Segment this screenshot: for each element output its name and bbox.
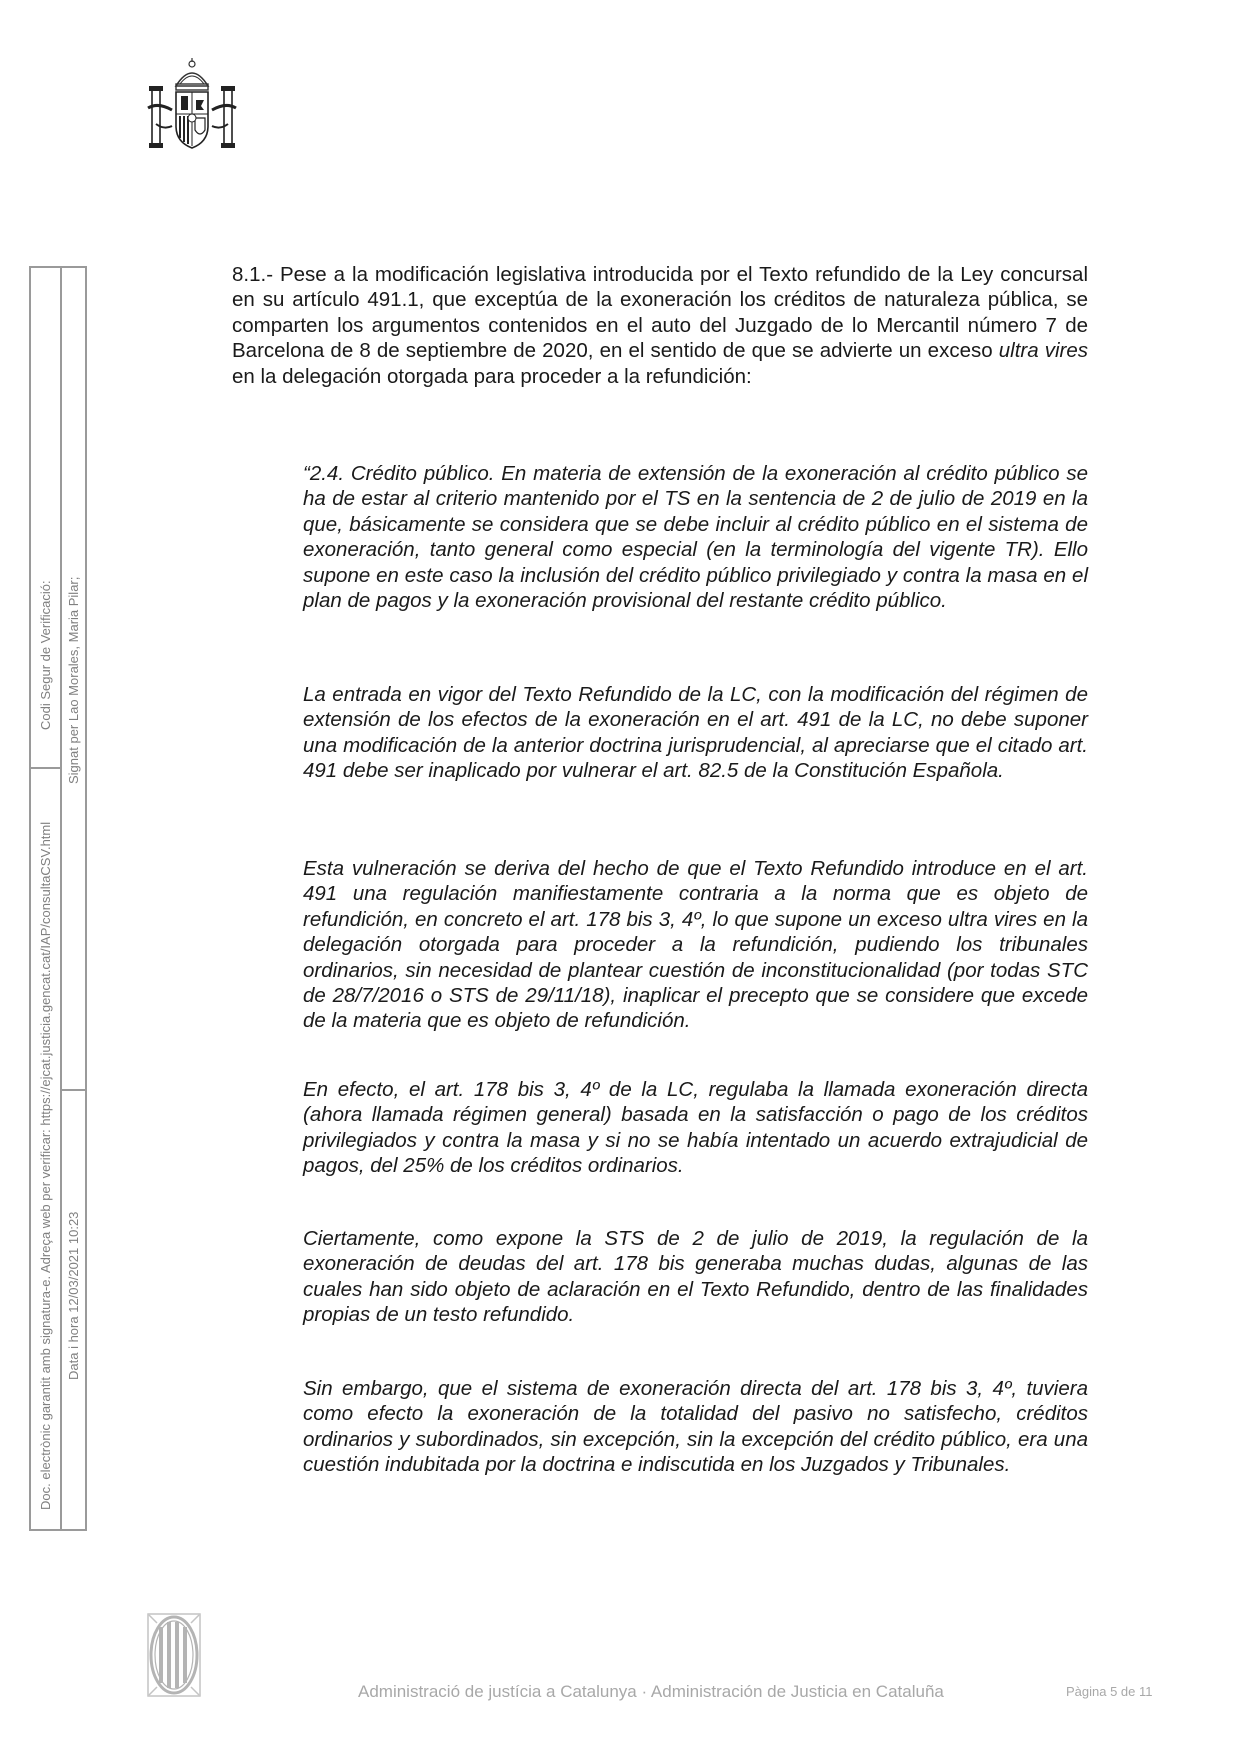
quote-paragraph (303, 682, 1088, 784)
stamp-date-time: Data i hora 12/03/2021 10:23 (66, 1211, 81, 1380)
stamp-csv-label: Codi Segur de Verificació: (38, 580, 53, 730)
quote-paragraph-6: Sin embargo, que el sistema de exoneración directa del art. 178 bis 3, 4º, tuviera como efecto la exoneración de la totalidad del pasivo no satisfecho, créditos ordinarios y subordinados, sin excepción, sin la excepción del crédito público, era una cuestión indubitada por la doctrina e indiscutida en los Juzgados y Tribunales. (303, 1377, 1088, 1477)
stamp-signed-by: Signat per Lao Morales, Maria Pilar; (66, 576, 81, 784)
quote-paragraph-5: Ciertamente, como expone la STS de 2 de julio de 2019, la regulación de la exoneración de deudas del art. 178 bis generaba muchas dudas, algunas de las cuales han sido objeto de aclaración en el Texto Refundido, dentro de las finalidades propias de un testo refundido. (303, 1227, 1088, 1327)
intro-text: 8.1.- Pese a la modificación legislativa introducida por el Texto refundido de la Ley concursal en su artículo 491.1, que exceptúa de la exoneración los créditos de naturaleza pública, se comparten los argumentos contenidos en el auto del Juzgado de lo Mercantil número 7 de Barcelona de 8 de septiembre de 2020, en el sentido de que se advierte un exceso (232, 263, 1088, 363)
quote-paragraph-3: Esta vulneración se deriva del hecho de que el Texto Refundido introduce en el art. 491 una regulación manifiestamente contraria a la norma que es objeto de refundición, en concreto el art. 178 bis 3, 4º, lo que supone un exceso ultra vires en la delegación otorgada para proceder a la refundición, pudiendo los tribunales ordinarios, sin necesidad de plantear cuestión de inconstitucionalidad (por todas STC de 28/7/2016 o STS de 29/11/18), inaplicar el precepto que se considere que excede de la materia que es objeto de refundición. (303, 857, 1088, 1033)
stamp-column-divider (60, 268, 62, 1529)
quote-paragraph (303, 1376, 1088, 1478)
intro-paragraph (232, 262, 1088, 389)
stamp-doc-verification-url: Doc. electrònic garantit amb signatura-e. Adreça web per verificar: https://ejcat.justicia.gencat.cat/IAP/consultaCSV.html (38, 821, 53, 1510)
quote-paragraph-2: La entrada en vigor del Texto Refundido de la LC, con la modificación del régimen de extensión de los efectos de la exoneración en el art. 491 de la LC, no debe suponer una modificación de la anterior doctrina jurisprudencial, al apreciarse que el citado art. 491 debe ser inaplicado por vulnerar el art. 82.5 de la Constitución Española. (303, 683, 1088, 783)
generalitat-emblem-logo (147, 1613, 201, 1697)
footer-institution: Administració de justícia a Catalunya · Administración de Justicia en Cataluña (358, 1682, 944, 1701)
quote-paragraph-4: En efecto, el art. 178 bis 3, 4º de la LC, regulaba la llamada exoneración directa (ahora llamada régimen general) basada en la satisfacción o pago de los créditos privilegiados y contra la masa y si no se había intentado un acuerdo extrajudicial de pagos, del 25% de los créditos ordinarios. (303, 1078, 1088, 1178)
quote-paragraph (303, 461, 1088, 613)
page-number: Pàgina 5 de 11 (1066, 1684, 1153, 1699)
coat-of-arms-logo (146, 56, 238, 154)
stamp-divider (62, 1089, 87, 1091)
quote-paragraph (303, 1226, 1088, 1328)
quote-paragraph (303, 856, 1088, 1034)
intro-text-end: en la delegación otorgada para proceder a la refundición: (232, 364, 752, 388)
intro-italic-term: ultra vires (998, 339, 1089, 363)
stamp-divider (31, 767, 60, 769)
main-paragraph (232, 262, 1088, 389)
quote-paragraph (303, 1077, 1088, 1179)
quote-paragraph-1: “2.4. Crédito público. En materia de extensión de la exoneración al crédito público se ha de estar al criterio mantenido por el TS en la sentencia de 2 de julio de 2019 en la que, básicamente se considera que se debe incluir al crédito público en el sistema de exoneración, tanto general como especial (en la terminología del vigente TR). Ello supone en este caso la inclusión del crédito público privilegiado y contra la masa en el plan de pagos y la exoneración provisional del restante crédito público. (303, 462, 1088, 613)
